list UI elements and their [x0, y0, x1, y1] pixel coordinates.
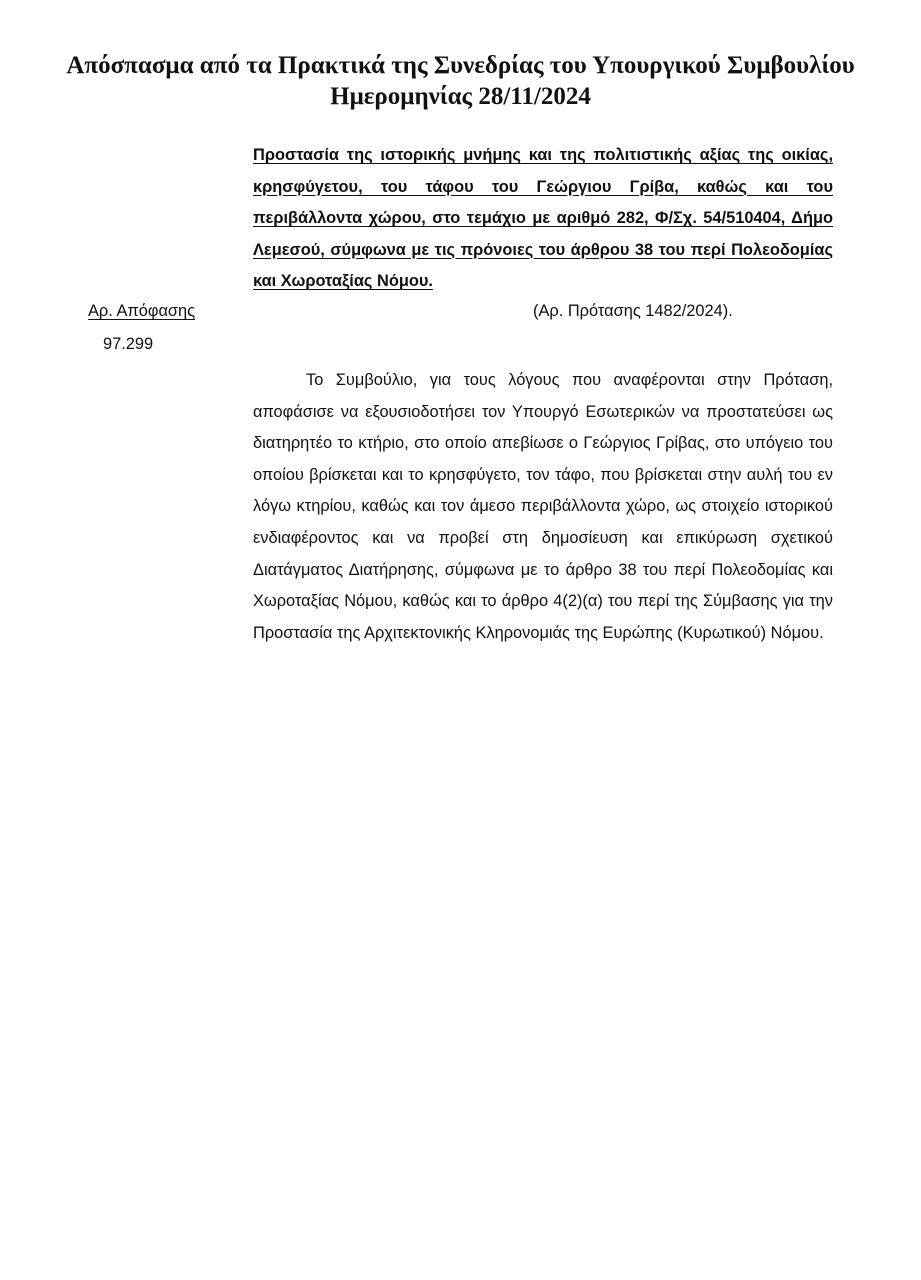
proposal-reference: (Αρ. Πρότασης 1482/2024).: [533, 302, 733, 320]
decision-body-paragraph: Το Συμβούλιο, για τους λόγους που αναφέρονται στην Πρόταση, αποφάσισε να εξουσιοδοτήσει τον Υπουργό Εσωτερικών να προστατεύσει ως διατηρητέο το κτήριο, στο οποίο απεβίωσε ο Γεώργιος Γρίβας, στο υπόγειο του οποίου βρίσκεται και το κρησφύγετο, τον τάφο, που βρίσκεται στην αυλή του εν λόγω κτηρίου, καθώς και τον άμεσο περιβάλλοντα χώρο, ως στοιχείο ιστορικού ενδιαφέροντος και να προβεί στη δημοσίευση και επικύρωση σχετικού Διατάγματος Διατήρησης, σύμφωνα με το άρθρο 38 του περί Πολεοδομίας και Χωροταξίας Νόμου, καθώς και το άρθρο 4(2)(α) του περί της Σύμβασης για την Προστασία της Αρχιτεκτονικής Κληρονομιάς της Ευρώπης (Κυρωτικού) Νόμου.: [253, 371, 833, 642]
document-title: Απόσπασμα από τα Πρακτικά της Συνεδρίας του Υπουργικού Συμβουλίου Ημερομηνίας 28/11/2024: [66, 52, 855, 110]
decision-number: 97.299: [103, 335, 154, 353]
decision-subject: Προστασία της ιστορικής μνήμης και της πολιτιστικής αξίας της οικίας, κρησφύγετου, του τάφου του Γεώργιου Γρίβα, καθώς και του περιβάλλοντα χώρου, στο τεμάχιο με αριθμό 282, Φ/Σχ. 54/510404, Δήμο Λεμεσού, σύμφωνα με τις πρόνοιες του άρθρου 38 του περί Πολεοδομίας και Χωροταξίας Νόμου.: [253, 146, 833, 290]
decision-number-label: Αρ. Απόφασης: [88, 302, 196, 320]
